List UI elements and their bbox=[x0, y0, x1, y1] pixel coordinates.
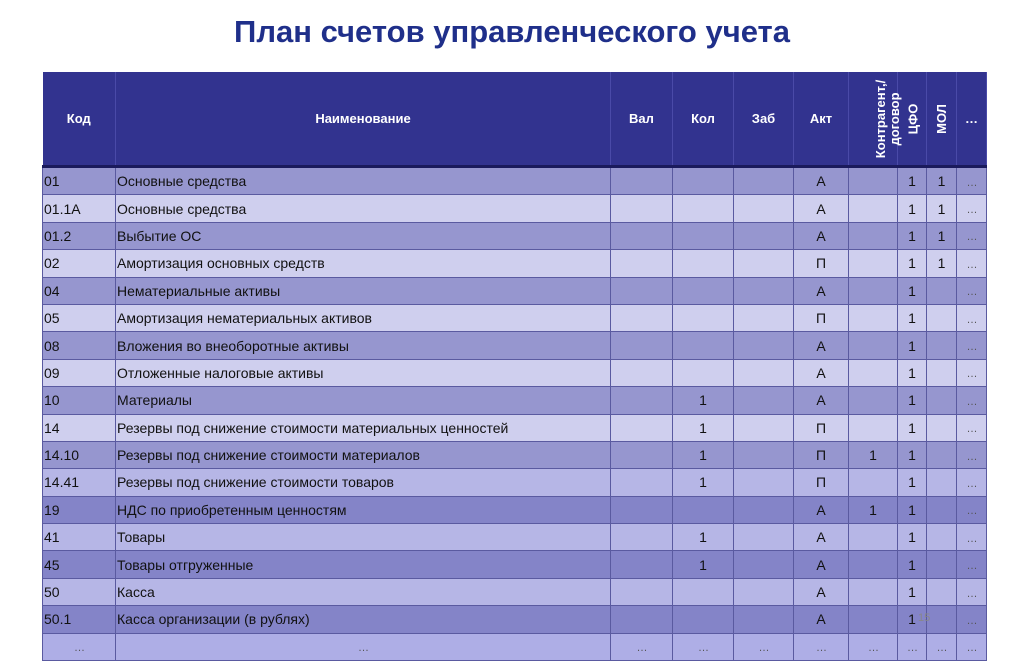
cell-cfo: 1 bbox=[898, 496, 927, 523]
cell-kol bbox=[673, 578, 734, 605]
cell-zab bbox=[734, 469, 794, 496]
cell-code: 09 bbox=[43, 359, 116, 386]
cell-mol bbox=[927, 414, 957, 441]
column-header-label: ЦФО bbox=[905, 103, 921, 135]
column-header-more bbox=[957, 72, 987, 167]
accounts-table bbox=[42, 72, 987, 661]
cell-more: … bbox=[957, 606, 987, 633]
cell-counterparty bbox=[849, 606, 898, 633]
column-header-label: МОЛ bbox=[933, 104, 949, 134]
cell-cfo: 1 bbox=[898, 606, 927, 633]
cell-more: … bbox=[957, 304, 987, 331]
cell-val bbox=[611, 578, 673, 605]
cell-val bbox=[611, 469, 673, 496]
table-row bbox=[43, 441, 987, 468]
table-header bbox=[43, 72, 987, 167]
cell-zab bbox=[734, 606, 794, 633]
column-header-label: Кол bbox=[691, 111, 715, 126]
cell-code: 10 bbox=[43, 387, 116, 414]
cell-cfo: 1 bbox=[898, 578, 927, 605]
cell-counterparty bbox=[849, 332, 898, 359]
table-row bbox=[43, 332, 987, 359]
table-row bbox=[43, 359, 987, 386]
cell-mol bbox=[927, 578, 957, 605]
table-row bbox=[43, 195, 987, 222]
cell-mol: … bbox=[927, 633, 957, 660]
table-row bbox=[43, 606, 987, 633]
column-header-counterparty bbox=[849, 72, 903, 167]
column-header-label: Акт bbox=[809, 111, 833, 126]
cell-zab bbox=[734, 414, 794, 441]
cell-mol: 1 bbox=[927, 195, 957, 222]
cell-code: 14 bbox=[43, 414, 116, 441]
table-row bbox=[43, 167, 987, 195]
column-header-val bbox=[611, 72, 673, 167]
cell-kol bbox=[673, 304, 734, 331]
table-row bbox=[43, 414, 987, 441]
cell-akt: П bbox=[794, 469, 849, 496]
cell-name: Основные средства bbox=[116, 195, 611, 222]
column-header-label: Заб bbox=[751, 111, 776, 126]
cell-val bbox=[611, 195, 673, 222]
cell-mol: 1 bbox=[927, 250, 957, 277]
cell-name: Вложения во внеоборотные активы bbox=[116, 332, 611, 359]
cell-counterparty bbox=[849, 524, 898, 551]
cell-name: Касса bbox=[116, 578, 611, 605]
cell-kol bbox=[673, 277, 734, 304]
cell-name: Амортизация основных средств bbox=[116, 250, 611, 277]
cell-kol: 1 bbox=[673, 387, 734, 414]
cell-counterparty bbox=[849, 277, 898, 304]
cell-val bbox=[611, 441, 673, 468]
cell-kol: 1 bbox=[673, 414, 734, 441]
cell-zab bbox=[734, 496, 794, 523]
cell-zab bbox=[734, 195, 794, 222]
cell-val bbox=[611, 250, 673, 277]
cell-more: … bbox=[957, 332, 987, 359]
cell-mol bbox=[927, 277, 957, 304]
cell-zab bbox=[734, 332, 794, 359]
cell-val bbox=[611, 167, 673, 195]
cell-name: Основные средства bbox=[116, 167, 611, 195]
cell-counterparty bbox=[849, 387, 898, 414]
cell-akt: П bbox=[794, 304, 849, 331]
cell-mol bbox=[927, 387, 957, 414]
cell-counterparty bbox=[849, 359, 898, 386]
cell-akt: П bbox=[794, 250, 849, 277]
cell-more: … bbox=[957, 359, 987, 386]
cell-mol bbox=[927, 524, 957, 551]
cell-mol bbox=[927, 496, 957, 523]
cell-name: Товары bbox=[116, 524, 611, 551]
column-header-code bbox=[43, 72, 116, 167]
cell-val bbox=[611, 387, 673, 414]
cell-akt: … bbox=[794, 633, 849, 660]
cell-zab bbox=[734, 167, 794, 195]
cell-more: … bbox=[957, 195, 987, 222]
cell-counterparty bbox=[849, 222, 898, 249]
cell-mol bbox=[927, 359, 957, 386]
cell-name: Материалы bbox=[116, 387, 611, 414]
table-row bbox=[43, 469, 987, 496]
cell-code: 14.41 bbox=[43, 469, 116, 496]
cell-akt: А bbox=[794, 496, 849, 523]
cell-code: … bbox=[43, 633, 116, 660]
cell-code: 01.2 bbox=[43, 222, 116, 249]
table-row bbox=[43, 633, 987, 660]
cell-name: Товары отгруженные bbox=[116, 551, 611, 578]
cell-more: … bbox=[957, 222, 987, 249]
cell-cfo: 1 bbox=[898, 387, 927, 414]
cell-cfo: 1 bbox=[898, 222, 927, 249]
cell-zab bbox=[734, 441, 794, 468]
cell-name: Отложенные налоговые активы bbox=[116, 359, 611, 386]
cell-code: 19 bbox=[43, 496, 116, 523]
cell-akt: А bbox=[794, 524, 849, 551]
cell-akt: А bbox=[794, 222, 849, 249]
cell-zab bbox=[734, 387, 794, 414]
table-row bbox=[43, 551, 987, 578]
column-header-name bbox=[116, 72, 611, 167]
cell-counterparty bbox=[849, 167, 898, 195]
cell-akt: П bbox=[794, 441, 849, 468]
table-row bbox=[43, 387, 987, 414]
cell-counterparty bbox=[849, 250, 898, 277]
cell-mol bbox=[927, 332, 957, 359]
cell-more: … bbox=[957, 167, 987, 195]
cell-akt: А bbox=[794, 195, 849, 222]
cell-akt: А bbox=[794, 551, 849, 578]
cell-kol bbox=[673, 332, 734, 359]
cell-cfo: 1 bbox=[898, 167, 927, 195]
cell-kol bbox=[673, 606, 734, 633]
cell-kol bbox=[673, 496, 734, 523]
cell-code: 01 bbox=[43, 167, 116, 195]
cell-zab bbox=[734, 277, 794, 304]
cell-val bbox=[611, 222, 673, 249]
cell-cfo: 1 bbox=[898, 277, 927, 304]
cell-code: 04 bbox=[43, 277, 116, 304]
cell-cfo: 1 bbox=[898, 359, 927, 386]
cell-val bbox=[611, 496, 673, 523]
cell-cfo: 1 bbox=[898, 250, 927, 277]
cell-kol bbox=[673, 250, 734, 277]
cell-akt: А bbox=[794, 606, 849, 633]
table-row bbox=[43, 496, 987, 523]
cell-kol bbox=[673, 195, 734, 222]
cell-more: … bbox=[957, 496, 987, 523]
table-row bbox=[43, 578, 987, 605]
cell-code: 08 bbox=[43, 332, 116, 359]
cell-more: … bbox=[957, 633, 987, 660]
cell-name: Резервы под снижение стоимости материальных ценностей bbox=[116, 414, 611, 441]
cell-counterparty bbox=[849, 578, 898, 605]
cell-name: … bbox=[116, 633, 611, 660]
cell-zab bbox=[734, 359, 794, 386]
column-header-label: … bbox=[965, 111, 978, 126]
cell-val bbox=[611, 304, 673, 331]
column-header-zab bbox=[734, 72, 794, 167]
cell-code: 14.10 bbox=[43, 441, 116, 468]
cell-name: Резервы под снижение стоимости товаров bbox=[116, 469, 611, 496]
cell-akt: А bbox=[794, 167, 849, 195]
cell-kol: 1 bbox=[673, 524, 734, 551]
column-header-label: Код bbox=[66, 111, 91, 126]
column-header-akt bbox=[794, 72, 849, 167]
cell-mol: 1 bbox=[927, 167, 957, 195]
cell-val bbox=[611, 524, 673, 551]
cell-kol: … bbox=[673, 633, 734, 660]
cell-akt: А bbox=[794, 359, 849, 386]
cell-cfo: 1 bbox=[898, 414, 927, 441]
cell-more: … bbox=[957, 387, 987, 414]
cell-val bbox=[611, 332, 673, 359]
cell-akt: А bbox=[794, 277, 849, 304]
cell-more: … bbox=[957, 250, 987, 277]
cell-cfo: 1 bbox=[898, 304, 927, 331]
cell-more: … bbox=[957, 441, 987, 468]
column-header-label: Вал bbox=[629, 111, 654, 126]
cell-val bbox=[611, 359, 673, 386]
column-header-kol bbox=[673, 72, 734, 167]
cell-mol bbox=[927, 551, 957, 578]
cell-cfo: … bbox=[898, 633, 927, 660]
cell-code: 01.1А bbox=[43, 195, 116, 222]
cell-counterparty bbox=[849, 551, 898, 578]
cell-more: … bbox=[957, 469, 987, 496]
cell-kol bbox=[673, 222, 734, 249]
cell-val bbox=[611, 606, 673, 633]
cell-val bbox=[611, 414, 673, 441]
cell-cfo: 1 bbox=[898, 441, 927, 468]
cell-name: Резервы под снижение стоимости материалов bbox=[116, 441, 611, 468]
cell-mol bbox=[927, 606, 957, 633]
cell-mol bbox=[927, 441, 957, 468]
table-row bbox=[43, 222, 987, 249]
cell-code: 41 bbox=[43, 524, 116, 551]
cell-akt: А bbox=[794, 387, 849, 414]
cell-zab bbox=[734, 304, 794, 331]
cell-counterparty bbox=[849, 469, 898, 496]
cell-zab bbox=[734, 250, 794, 277]
cell-cfo: 1 bbox=[898, 332, 927, 359]
cell-more: … bbox=[957, 277, 987, 304]
cell-more: … bbox=[957, 524, 987, 551]
cell-counterparty: 1 bbox=[849, 496, 898, 523]
cell-name: Касса организации (в рублях) bbox=[116, 606, 611, 633]
cell-zab bbox=[734, 222, 794, 249]
cell-cfo: 1 bbox=[898, 195, 927, 222]
cell-cfo: 1 bbox=[898, 551, 927, 578]
cell-zab bbox=[734, 578, 794, 605]
cell-code: 45 bbox=[43, 551, 116, 578]
column-header-mol bbox=[927, 72, 957, 167]
cell-val: … bbox=[611, 633, 673, 660]
table-row bbox=[43, 304, 987, 331]
cell-counterparty bbox=[849, 195, 898, 222]
cell-code: 05 bbox=[43, 304, 116, 331]
cell-counterparty: … bbox=[849, 633, 898, 660]
cell-val bbox=[611, 551, 673, 578]
cell-mol: 1 bbox=[927, 222, 957, 249]
cell-kol bbox=[673, 167, 734, 195]
cell-kol: 1 bbox=[673, 551, 734, 578]
cell-mol bbox=[927, 304, 957, 331]
table-row bbox=[43, 277, 987, 304]
cell-counterparty bbox=[849, 414, 898, 441]
cell-more: … bbox=[957, 414, 987, 441]
page-title: План счетов управленческого учета bbox=[234, 14, 790, 49]
cell-zab: … bbox=[734, 633, 794, 660]
cell-akt: П bbox=[794, 414, 849, 441]
cell-akt: А bbox=[794, 578, 849, 605]
cell-mol bbox=[927, 469, 957, 496]
cell-code: 02 bbox=[43, 250, 116, 277]
cell-cfo: 1 bbox=[898, 469, 927, 496]
column-header-label: Контрагент,/ договор bbox=[873, 79, 903, 158]
cell-counterparty: 1 bbox=[849, 441, 898, 468]
cell-code: 50 bbox=[43, 578, 116, 605]
cell-kol bbox=[673, 359, 734, 386]
cell-name: НДС по приобретенным ценностям bbox=[116, 496, 611, 523]
cell-name: Выбытие ОС bbox=[116, 222, 611, 249]
cell-name: Нематериальные активы bbox=[116, 277, 611, 304]
cell-code: 50.1 bbox=[43, 606, 116, 633]
page-number: 15 bbox=[918, 612, 931, 624]
cell-kol: 1 bbox=[673, 469, 734, 496]
cell-val bbox=[611, 277, 673, 304]
cell-zab bbox=[734, 524, 794, 551]
cell-cfo: 1 bbox=[898, 524, 927, 551]
cell-more: … bbox=[957, 551, 987, 578]
table-row bbox=[43, 250, 987, 277]
cell-name: Амортизация нематериальных активов bbox=[116, 304, 611, 331]
table-row bbox=[43, 524, 987, 551]
cell-kol: 1 bbox=[673, 441, 734, 468]
column-header-label: Наименование bbox=[315, 111, 411, 126]
cell-akt: А bbox=[794, 332, 849, 359]
cell-more: … bbox=[957, 578, 987, 605]
cell-zab bbox=[734, 551, 794, 578]
cell-counterparty bbox=[849, 304, 898, 331]
